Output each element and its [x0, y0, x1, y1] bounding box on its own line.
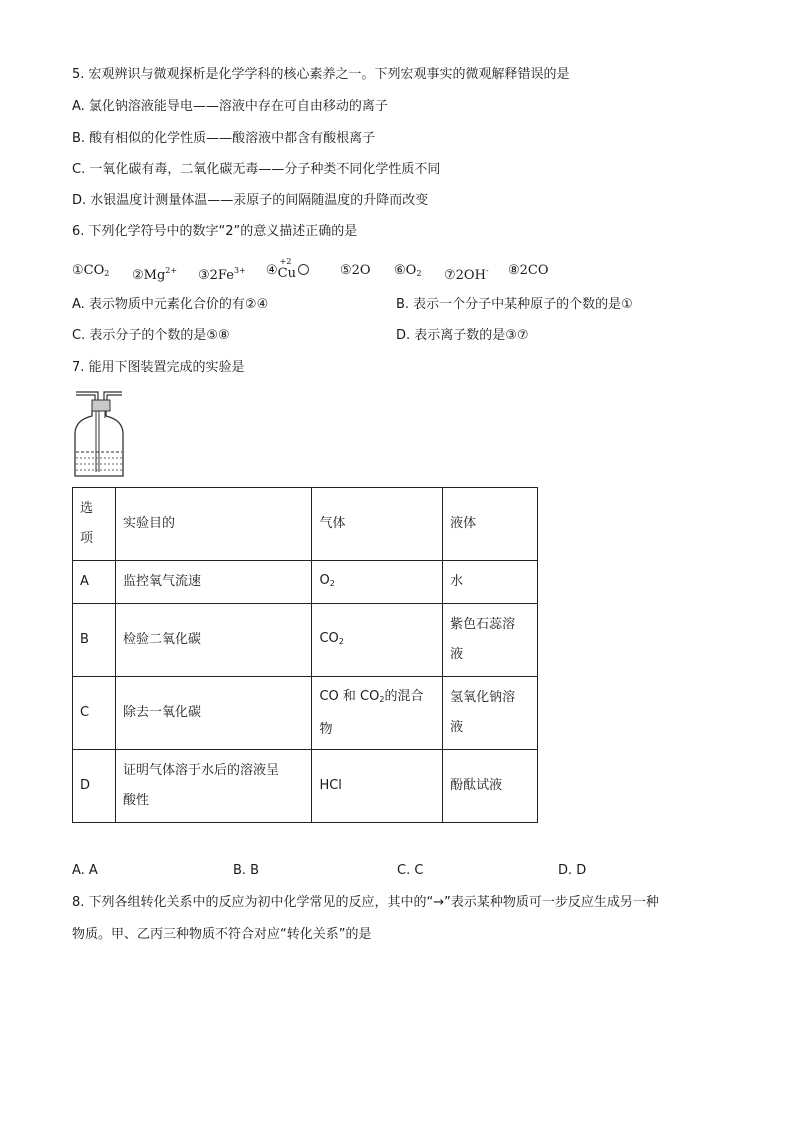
table-row [73, 604, 538, 677]
q7-stem: 7. 能用下图装置完成的实验是 [72, 360, 245, 375]
q8-stem-line-1: 8. 下列各组转化关系中的反应为初中化学常见的反应，其中的“→”表示某种物质可一步反应生成另一种 [72, 895, 659, 910]
row-b-option: B [73, 604, 116, 677]
oxygen-circle-icon [298, 264, 309, 275]
table-header-row [73, 488, 538, 561]
row-c-gas: CO 和 $CO_2$的混合 物 [312, 677, 443, 750]
row-a-option: A [73, 561, 116, 604]
table-row [73, 750, 538, 823]
q5-option-c: C. 一氧化碳有毒，二氧化碳无毒——分子种类不同化学性质不同 [72, 162, 441, 177]
q6-option-a: A. 表示物质中元素化合价的有②④ [72, 297, 269, 312]
q5-option-b: B. 酸有相似的化学性质——酸溶液中都含有酸根离子 [72, 131, 376, 146]
header-gas: 气体 [312, 488, 443, 561]
q5-stem: 5. 宏观辨识与微观探析是化学学科的核心素养之一。下列宏观事实的微观解释错误的是 [72, 67, 570, 82]
row-b-gas: $CO_2$ [312, 604, 443, 677]
row-b-purpose: 检验二氧化碳 [115, 604, 312, 677]
q8-stem-line-2: 物质。甲、乙丙三种物质不符合对应“转化关系”的是 [72, 927, 372, 942]
row-b-liquid: 紫色石蕊溶 液 [443, 604, 538, 677]
row-d-option: D [73, 750, 116, 823]
symbol-7: ⑦2OH- [444, 266, 489, 283]
q7-answer-d: D. D [558, 863, 587, 878]
table-row [73, 677, 538, 750]
q7-answer-c: C. C [397, 863, 424, 878]
row-a-purpose: 监控氧气流速 [115, 561, 312, 604]
symbol-6: $⑥O_2$ [394, 263, 422, 278]
row-a-gas: $O_2$ [312, 561, 443, 604]
row-d-purpose: 证明气体溶于水后的溶液呈 酸性 [115, 750, 312, 823]
q7-answer-a: A. A [72, 863, 98, 878]
row-c-purpose: 除去一氧化碳 [115, 677, 312, 750]
symbol-5: ⑤2O [340, 263, 371, 278]
q6-stem: 6. 下列化学符号中的数字“2”的意义描述正确的是 [72, 224, 358, 239]
gas-washing-bottle-diagram [72, 388, 126, 480]
row-c-option: C [73, 677, 116, 750]
symbol-2: $②Mg^{2+}$ [132, 266, 178, 283]
experiment-table [72, 487, 538, 823]
symbol-1: $①CO_2$ [72, 263, 110, 278]
header-liquid: 液体 [443, 488, 538, 561]
q7-answer-b: B. B [233, 863, 260, 878]
q6-option-c: C. 表示分子的个数的是⑤⑧ [72, 328, 230, 343]
row-d-gas: HCl [312, 750, 443, 823]
table-row [73, 561, 538, 604]
row-a-liquid: 水 [443, 561, 538, 604]
cu-valence: +2 Cu [277, 257, 296, 281]
q7-answer-options [72, 862, 672, 880]
header-purpose: 实验目的 [115, 488, 312, 561]
symbol-8: ⑧2CO [508, 263, 549, 278]
q6-option-b: B. 表示一个分子中某种原子的个数的是① [396, 297, 633, 312]
row-c-liquid: 氢氧化钠溶 液 [443, 677, 538, 750]
symbol-4: ④ +2 Cu [266, 262, 309, 280]
q6-symbol-list [72, 257, 632, 288]
symbol-3: $③2Fe^{3+}$ [198, 266, 246, 283]
header-option: 选 项 [73, 488, 116, 561]
q5-option-a: A. 氯化钠溶液能导电——溶液中存在可自由移动的离子 [72, 99, 388, 114]
q5-option-d: D. 水银温度计测量体温——汞原子的间隔随温度的升降而改变 [72, 193, 429, 208]
q6-option-d: D. 表示离子数的是③⑦ [396, 328, 529, 343]
row-d-liquid: 酚酞试液 [443, 750, 538, 823]
